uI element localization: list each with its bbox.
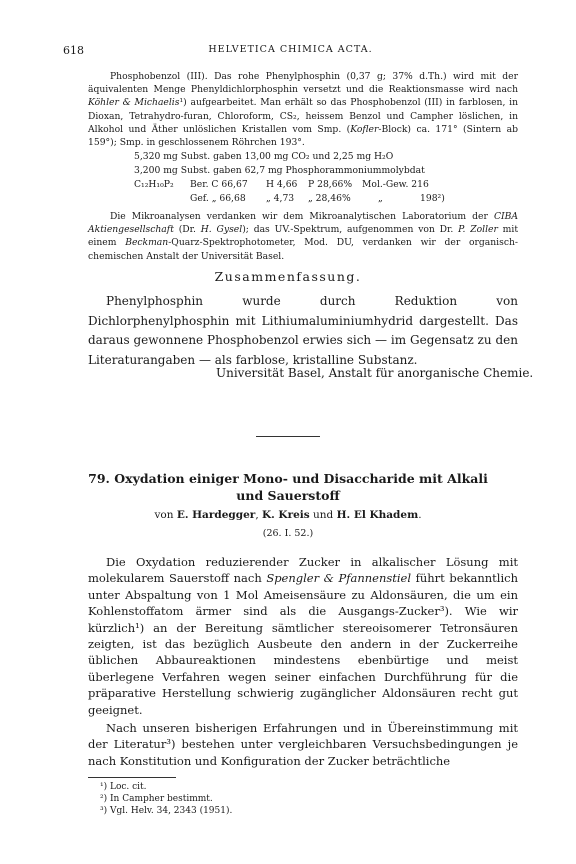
found-ditto-mark: „ bbox=[378, 193, 383, 204]
affiliation-line: Universität Basel, Anstalt für anorganische Chemie. bbox=[216, 366, 534, 380]
instrument-brand: Beckman bbox=[125, 237, 169, 249]
text-run: von bbox=[154, 509, 177, 521]
summary-text: Phenylphosphin wurde durch Reduktion von Dichlorphenylphosphin mit Lithiumaluminiumhydrid dargestellt. Das daraus gewonnene Phosphobenzol erwies sich — im Gegensatz zu den Literaturangaben — als farblose, kristalline Substanz. bbox=[88, 294, 518, 367]
text-run: -Block) ca. 171° (Sintern ab 159°); Smp. in geschlossenem Röhrchen 193°. bbox=[88, 123, 518, 149]
found-phosphorus: „ 28,46% bbox=[308, 193, 351, 204]
article-title-line-2: und Sauerstoff bbox=[236, 488, 340, 503]
footnotes bbox=[100, 781, 500, 817]
citation-authors: Spengler & Pfannenstiel bbox=[266, 571, 412, 586]
body-paragraph-1 bbox=[88, 554, 518, 718]
molecular-weight-found: 198²) bbox=[420, 193, 445, 204]
body-paragraph-2: Nach unseren bisherigen Erfahrungen und in Übereinstimmung mit der Literatur³) bestehen unter vergleichbaren Versuchsbedingungen je nach Konstitution und Konfiguration der Zucker beträchtliche bbox=[88, 721, 518, 768]
text-run: , bbox=[255, 509, 262, 521]
footnote-2: ²) In Campher bestimmt. bbox=[100, 794, 213, 804]
person-name: H. Gysel bbox=[200, 224, 243, 236]
journal-title: HELVETICA CHIMICA ACTA. bbox=[208, 44, 373, 55]
footnote-3: ³) Vgl. Helv. 34, 2343 (1951). bbox=[100, 806, 233, 816]
citation-authors: Köhler & Michaelis bbox=[88, 97, 180, 109]
author-name: K. Kreis bbox=[262, 509, 310, 521]
analysis-line-combustion: 5,320 mg Subst. gaben 13,00 mg CO₂ und 2,25 mg H₂O bbox=[134, 151, 394, 162]
text-run: ¹) aufgearbeitet. Man erhält so das Phosphobenzol (III) in farblosen, in Dioxan, Tetrahydro-furan, Chloroform, CS₂, heissem Benzol und Campher löslichen, in Alkohol und Äther unlöslichen Kristallen vom Smp. ( bbox=[88, 97, 518, 135]
found-carbon: Gef. „ 66,68 bbox=[190, 193, 246, 204]
analysis-calculated-row bbox=[134, 178, 514, 192]
text-run: Die Mikroanalysen verdanken wir dem Mikroanalytischen Laboratorium der bbox=[110, 211, 494, 222]
article-title bbox=[70, 470, 506, 504]
person-name: P. Zoller bbox=[458, 224, 498, 236]
author-name: E. Hardegger bbox=[176, 509, 256, 521]
summary-heading: Zusammenfassung. bbox=[214, 269, 362, 284]
footnote-divider bbox=[88, 777, 176, 778]
author-name: H. El Khadem bbox=[336, 509, 419, 521]
analysis-found-row bbox=[134, 192, 514, 206]
text-run: Die Oxydation reduzierender Zucker in alkalischer Lösung mit molekularem Sauerstoff nach bbox=[88, 555, 518, 586]
text-run: führt bekanntlich unter Abspaltung von 1 Mol Ameisensäure zu Aldonsäuren, die um ein Kohlenstoffatom ärmer sind als die Ausgangs-Zucker³). Wie wir kürzlich¹) an der Bereitung sämtlicher stereoisomerer Tetronsäuren zeigten, ist das bezüglich Ausbeute den andern in der Zuckerreihe üblichen Abbaureaktionen mindestens ebenbürtige und meist überlegene Verfahren wegen seiner einfachen Durchführung für die präparative Herstellung schwierig zugänglicher Aldonsäuren recht gut geeignet. bbox=[88, 571, 518, 717]
molecular-weight-calculated: Mol.-Gew. 216 bbox=[362, 179, 429, 190]
calculated-phosphorus: P 28,66% bbox=[308, 179, 353, 190]
apparatus-name: Kofler bbox=[350, 123, 379, 135]
acknowledgement-paragraph bbox=[88, 210, 518, 263]
footnote-1: ¹) Loc. cit. bbox=[100, 782, 147, 792]
text-run: und bbox=[309, 509, 337, 521]
text-run: mit einem bbox=[88, 224, 519, 249]
found-hydrogen: „ 4,73 bbox=[266, 193, 295, 204]
calculated-carbon: Ber. C 66,67 bbox=[190, 179, 248, 190]
author-line bbox=[0, 509, 576, 521]
elemental-analysis bbox=[134, 150, 514, 206]
section-divider bbox=[256, 436, 320, 437]
text-run: . bbox=[418, 509, 422, 521]
text-run: -Quarz-Spektrophotometer, Mod. DU, verdanken wir der organisch-chemischen Anstalt der Universität Basel. bbox=[88, 237, 518, 262]
calculated-hydrogen: H 4,66 bbox=[266, 179, 298, 190]
running-head bbox=[63, 44, 518, 60]
article-title-line-1: 79. Oxydation einiger Mono- und Disaccharide mit Alkali bbox=[88, 471, 488, 486]
text-run: Phosphobenzol (III). Das rohe Phenylphosphin (0,37 g; 37% d.Th.) wird mit der äquivalenten Menge Phenyldichlorphosphin versetzt und die Reaktionsmasse wird nach bbox=[88, 71, 518, 96]
molecular-formula: C₁₂H₁₀P₂ bbox=[134, 179, 174, 190]
analysis-line-phosphorus: 3,200 mg Subst. gaben 62,7 mg Phosphorammoniummolybdat bbox=[134, 165, 425, 176]
preparation-paragraph bbox=[88, 70, 518, 149]
text-run: (Dr. bbox=[173, 224, 201, 236]
received-date: (26. I. 52.) bbox=[262, 528, 314, 539]
text-run: ); das UV.-Spektrum, aufgenommen von Dr. bbox=[242, 224, 459, 236]
company-name: CIBA Aktiengesellschaft bbox=[88, 211, 518, 236]
page-number: 618 bbox=[63, 44, 84, 57]
